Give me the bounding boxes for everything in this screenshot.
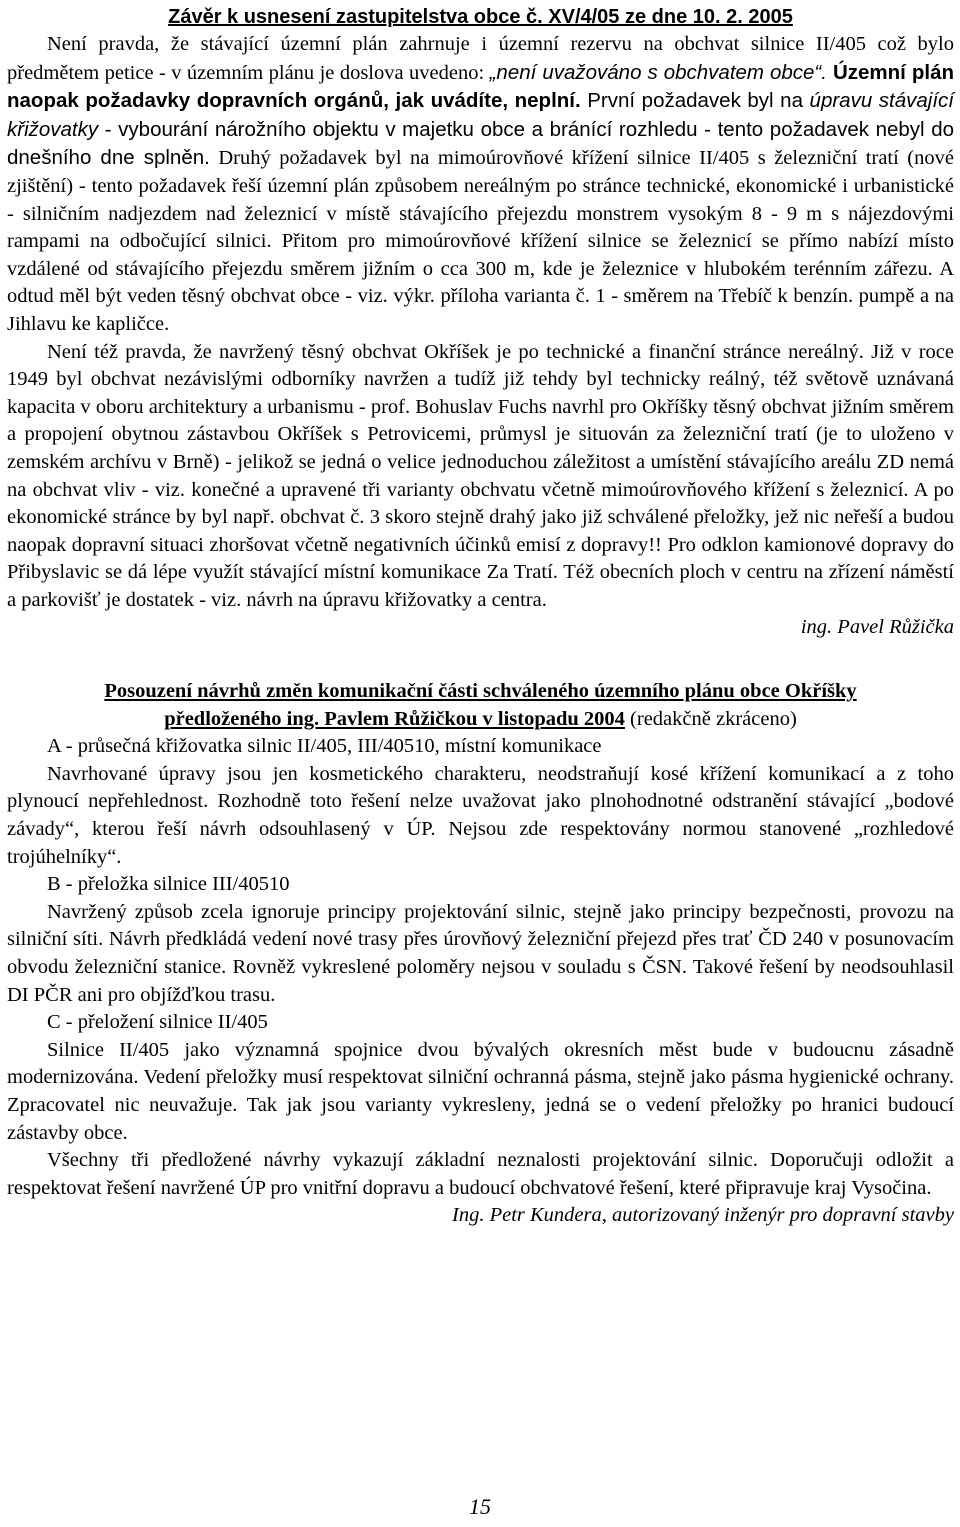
text-a: Navrhované úpravy jsou jen kosmetického charakteru, neodstraňují kosé křížení komunikací a z toho plynoucí nepřehlednost. Rozhodně toto řešení nelze uvažovat jako plnohodnotné odstranění stávající „bodové závady“, kterou řeší návrh odsouhlasený v ÚP. Nejsou zde respektovány normou stanovené „rozhledové trojúhelníky“.: [7, 762, 954, 868]
section-title: [7, 678, 954, 733]
heading-a: A - průsečná křižovatka silnic II/405, III/40510, místní komunikace: [47, 735, 602, 758]
section-title-note: (redakčně zkráceno): [624, 707, 797, 730]
conclusion: Všechny tři předložené návrhy vykazují základní neznalosti projektování silnic. Doporučuji odložit a respektovat řešení navržené ÚP pro vnitřní dopravu a budoucí obchvatové řešení, které připravuje kraj Vysočina.: [7, 1149, 954, 1199]
p1-italic-term: úpravu stávající křižovatky: [7, 89, 954, 141]
text-b: Navržený způsob zcela ignoruje principy projektování silnic, stejně jako principy bezpečnosti, provozu na silniční síti. Návrh předkládá vedení nové trasy přes úrovňový železniční přejezd přes trať ČD 240 v posunovacím obvodu železniční stanice. Rovněž vykreslené poloměry nejsou v souladu s ČSN. Takové řešení by neodsouhlasil DI PČR ani pro objížďkou trasu.: [7, 900, 954, 1006]
p1-text-a: Není pravda, že stávající územní plán zahrnuje i územní rezervu na obchvat silnice II/405 což bylo předmětem petice - v územním plánu je doslova uvedeno:: [7, 33, 954, 84]
paragraph-1: [7, 31, 954, 339]
paragraph-2: Není též pravda, že navržený těsný obchvat Okříšek je po technické a finanční stránce nereálný. Již v roce 1949 byl obchvat nezávislými odborníky navržen a tudíž již tehdy byl technicky reálný, též světově uznávaná kapacita v oboru architektury a urbanismu - prof. Bohuslav Fuchs navrhl pro Okříšky těsný obchvat jižním směrem a propojení obytnou zástavbou Okříšek s Petrovicemi, průmysl je situován za železniční tratí (je to uloženo v zemském archívu v Brně) - jelikož se jedná o velice jednoduchou záležitost a umístění stávajícího areálu ZD nemá na obchvat vliv - viz. konečné a upravené tři varianty obchvatu včetně mimoúrovňového křížení s železnicí. A po ekonomické stránce by byl např. obchvat č. 3 skoro stejně drahý jako již schválené přeložky, jež nic neřeší a budou naopak dopravní situaci zhoršovat včetně negativních účinků emisí z dopravy!! Pro odklon kamionové dopravy do Přibyslavic se dá lépe využít stávající místní komunikace Za Tratí. Též obecních ploch v centru na zřízení náměstí a parkovišť je dostatek - viz. návrh na úpravu křižovatky a centra.: [7, 340, 954, 611]
text-c: Silnice II/405 jako významná spojnice dvou bývalých okresních měst bude v budoucnu zásadně modernizována. Vedení přeložky musí respektovat silniční ochranná pásma, stejně jako pásma hygienické ochrany. Zpracovatel nic neuvažuje. Tak jak jsou varianty vykresleny, jedná se o vedení přeložky po hranici budoucí zástavby obce.: [7, 1038, 954, 1144]
heading-b: B - přeložka silnice III/40510: [47, 873, 290, 896]
p1-bold-statement: Územní plán naopak požadavky dopravních orgánů, jak uvádíte, neplní.: [7, 60, 954, 113]
p1-text-d: Druhý požadavek byl na mimoúrovňové křížení silnice II/405 s železniční tratí (nové zjištění) - tento požadavek řeší územní plán způsobem nereálným po stránce technické, ekonomické i urbanistické - silničním nadjezdem nad železnicí v místě stávajícího přejezdu monstrem vysokým 8 - 9 m s nájezdovými rampami na odbočující silnici. Přitom pro mimoúrovňové křížení silnice se železnicí se přímo nabízí místo vzdálené od stávajícího přejezdu směrem jižním o cca 300 m, kde je železnice v hlubokém terénním zářezu. A odtud měl být veden těsný obchvat obce - viz. výkr. příloha varianta č. 1 - směrem na Třebíč k benzín. pumpě a na Jihlavu ke kapličce.: [7, 147, 954, 335]
p1-text-b: První požadavek byl na: [580, 89, 810, 113]
section-title-line-2: předloženého ing. Pavlem Růžičkou v listopadu 2004: [164, 707, 625, 730]
p1-quote: „není uvažováno s obchvatem obce“.: [489, 60, 833, 84]
signature-2: Ing. Petr Kundera, autorizovaný inženýr pro dopravní stavby: [452, 1204, 954, 1227]
heading-c: C - přeložení silnice II/405: [47, 1011, 268, 1034]
page-number: 15: [469, 1494, 491, 1519]
page-title: Závěr k usnesení zastupitelstva obce č. XV/4/05 ze dne 10. 2. 2005: [168, 6, 793, 28]
p1-text-c: - vybourání nárožního objektu v majetku obce a bránící rozhledu - tento požadavek nebyl do dnešního dne splněn.: [7, 117, 954, 170]
section-title-line-1: Posouzení návrhů změn komunikační části schváleného územního plánu obce Okříšky: [104, 680, 857, 703]
signature-1: ing. Pavel Růžička: [800, 616, 954, 639]
